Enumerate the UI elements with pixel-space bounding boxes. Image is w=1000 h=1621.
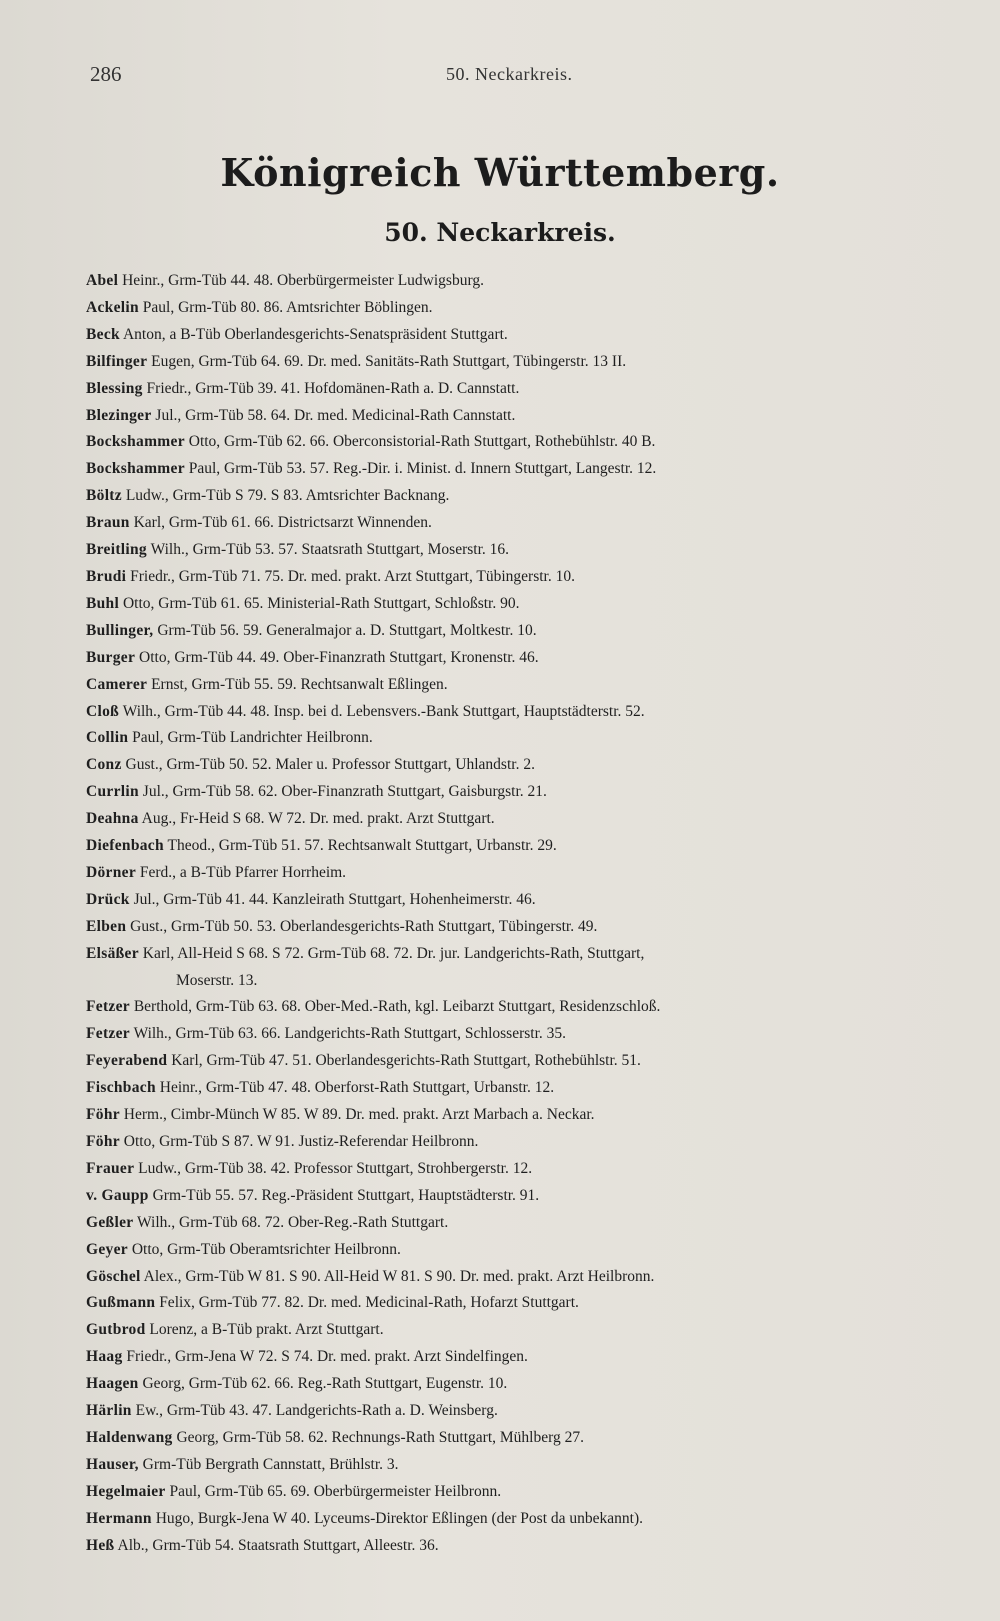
entry-text: Otto, Grm-Tüb 61. 65. Ministerial-Rath Stuttgart, Schloßstr. 90.: [122, 594, 520, 612]
list-item: [86, 833, 946, 860]
entry-name: Gutbrod: [86, 1321, 146, 1339]
entry-text: Eugen, Grm-Tüb 64. 69. Dr. med. Sanitäts-Rath Stuttgart, Tübingerstr. 13 II.: [151, 352, 627, 370]
entry-name: Haagen: [86, 1375, 139, 1393]
list-item-continuation: Moserstr. 13.: [176, 971, 258, 989]
entry-text: Anton, a B-Tüb Oberlandesgerichts-Senatspräsident Stuttgart.: [122, 325, 508, 343]
list-item: [86, 1237, 946, 1264]
list-item: [86, 537, 946, 564]
entry-text: Otto, Grm-Tüb 44. 49. Ober-Finanzrath Stuttgart, Kronenstr. 46.: [139, 648, 539, 666]
entry-name: Heß: [86, 1536, 115, 1554]
entry-name: Blezinger: [86, 406, 152, 424]
entry-name: Burger: [86, 648, 136, 666]
list-item: [86, 806, 946, 833]
entry-text: Herm., Cimbr-Münch W 85. W 89. Dr. med. prakt. Arzt Marbach a. Neckar.: [123, 1106, 595, 1124]
list-item: [86, 994, 946, 1021]
list-item: [86, 1506, 946, 1533]
running-title: 50. Neckarkreis.: [446, 64, 573, 84]
page-number: 286: [90, 62, 122, 86]
list-item: [86, 1452, 946, 1479]
list-item: [86, 645, 946, 672]
entry-text: Jul., Grm-Tüb 41. 44. Kanzleirath Stuttgart, Hohenheimerstr. 46.: [133, 890, 536, 908]
list-item: [86, 752, 946, 779]
list-item: [86, 1264, 946, 1291]
entry-name: Bockshammer: [86, 433, 185, 451]
list-item: [86, 1425, 946, 1452]
entry-name: Hauser,: [86, 1455, 139, 1473]
entry-text: Wilh., Grm-Tüb 53. 57. Staatsrath Stuttgart, Moserstr. 16.: [150, 541, 510, 559]
list-item: [86, 1129, 946, 1156]
entry-text: Karl, Grm-Tüb 61. 66. Districtsarzt Winnenden.: [133, 514, 432, 532]
entry-text: Paul, Grm-Tüb 80. 86. Amtsrichter Böblingen.: [142, 298, 433, 316]
list-item: [86, 403, 946, 430]
entry-text: Otto, Grm-Tüb Oberamtsrichter Heilbronn.: [131, 1240, 401, 1258]
entry-text: Felix, Grm-Tüb 77. 82. Dr. med. Medicinal-Rath, Hofarzt Stuttgart.: [159, 1294, 579, 1312]
entry-name: Geyer: [86, 1240, 128, 1258]
section-title: 50. Neckarkreis.: [384, 218, 616, 247]
list-item: [86, 887, 946, 914]
list-item: [86, 456, 946, 483]
entry-name: Dörner: [86, 863, 137, 881]
entry-text: Grm-Tüb 56. 59. Generalmajor a. D. Stuttgart, Moltkestr. 10.: [157, 621, 537, 639]
entry-name: Bockshammer: [86, 460, 185, 478]
list-item: [86, 483, 946, 510]
entry-name: Blessing: [86, 379, 143, 397]
entry-text: Alb., Grm-Tüb 54. Staatsrath Stuttgart, Alleestr. 36.: [117, 1536, 439, 1554]
entry-name: Fischbach: [86, 1079, 156, 1097]
entry-name: Currlin: [86, 783, 139, 801]
entry-name: Föhr: [86, 1106, 120, 1124]
entry-name: Elsäßer: [86, 944, 139, 962]
entry-text: Heinr., Grm-Tüb 47. 48. Oberforst-Rath Stuttgart, Urbanstr. 12.: [159, 1079, 555, 1097]
entry-name: Ackelin: [86, 298, 139, 316]
entry-name: Frauer: [86, 1159, 135, 1177]
list-item: [86, 322, 946, 349]
entry-text: Paul, Grm-Tüb 53. 57. Reg.-Dir. i. Minist. d. Innern Stuttgart, Langestr. 12.: [188, 460, 657, 478]
entry-name: Feyerabend: [86, 1052, 168, 1070]
page-title: Königreich Württemberg.: [220, 150, 780, 195]
list-item: [86, 429, 946, 456]
entry-name: Elben: [86, 917, 127, 935]
entry-text: Ew., Grm-Tüb 43. 47. Landgerichts-Rath a. D. Weinsberg.: [135, 1402, 498, 1420]
list-item: [86, 349, 946, 376]
list-item: [86, 1021, 946, 1048]
entry-text: Jul., Grm-Tüb 58. 64. Dr. med. Medicinal-Rath Cannstatt.: [155, 406, 516, 424]
entry-name: Beck: [86, 325, 120, 343]
list-item: [86, 591, 946, 618]
entry-text: Theod., Grm-Tüb 51. 57. Rechtsanwalt Stuttgart, Urbanstr. 29.: [167, 837, 557, 855]
list-item: [86, 1398, 946, 1425]
entry-text: Grm-Tüb Bergrath Cannstatt, Brühlstr. 3.: [142, 1455, 399, 1473]
entry-name: Bullinger,: [86, 621, 154, 639]
list-item: [86, 1048, 946, 1075]
list-item: [86, 672, 946, 699]
list-item: [86, 1344, 946, 1371]
entry-text: Ferd., a B-Tüb Pfarrer Horrheim.: [139, 863, 347, 881]
entry-text: Paul, Grm-Tüb Landrichter Heilbronn.: [132, 729, 373, 747]
list-item: [86, 618, 946, 645]
entry-text: Grm-Tüb 55. 57. Reg.-Präsident Stuttgart, Hauptstädterstr. 91.: [152, 1186, 540, 1204]
list-item: [86, 295, 946, 322]
entry-list: [86, 268, 946, 1560]
entry-name: Hegelmaier: [86, 1482, 166, 1500]
entry-name: Bilfinger: [86, 352, 148, 370]
entry-text: Wilh., Grm-Tüb 63. 66. Landgerichts-Rath Stuttgart, Schlosserstr. 35.: [133, 1025, 567, 1043]
entry-name: Göschel: [86, 1267, 141, 1285]
list-item: [86, 1183, 946, 1210]
entry-name: Conz: [86, 756, 122, 774]
list-item: [86, 914, 946, 941]
entry-name: Buhl: [86, 594, 120, 612]
entry-name: Abel: [86, 272, 119, 289]
running-head: [90, 62, 940, 92]
entry-text: Jul., Grm-Tüb 58. 62. Ober-Finanzrath Stuttgart, Gaisburgstr. 21.: [142, 783, 547, 801]
entry-name: Böltz: [86, 487, 122, 505]
list-item: [86, 268, 946, 295]
entry-text: Hugo, Burgk-Jena W 40. Lyceums-Direktor Eßlingen (der Post da unbekannt).: [155, 1509, 643, 1527]
entry-name: Härlin: [86, 1402, 132, 1420]
entry-name: Collin: [86, 729, 129, 747]
entry-text: Karl, All-Heid S 68. S 72. Grm-Tüb 68. 72. Dr. jur. Landgerichts-Rath, Stuttgart,: [142, 944, 645, 962]
entry-text: Friedr., Grm-Tüb 39. 41. Hofdomänen-Rath a. D. Cannstatt.: [146, 379, 520, 397]
list-item: [86, 1102, 946, 1129]
list-item: [86, 1317, 946, 1344]
entry-name: Deahna: [86, 810, 139, 828]
list-item: [86, 779, 946, 806]
list-item: [86, 376, 946, 403]
list-item: [86, 1156, 946, 1183]
entry-text: Berthold, Grm-Tüb 63. 68. Ober-Med.-Rath, kgl. Leibarzt Stuttgart, Residenzschloß.: [133, 998, 661, 1016]
entry-text: Otto, Grm-Tüb S 87. W 91. Justiz-Referendar Heilbronn.: [123, 1133, 479, 1150]
entry-name: Diefenbach: [86, 837, 164, 855]
list-item: [86, 1290, 946, 1317]
entry-text: Georg, Grm-Tüb 62. 66. Reg.-Rath Stuttgart, Eugenstr. 10.: [142, 1375, 508, 1393]
entry-text: Friedr., Grm-Tüb 71. 75. Dr. med. prakt. Arzt Stuttgart, Tübingerstr. 10.: [130, 567, 575, 585]
entry-text: Otto, Grm-Tüb 62. 66. Oberconsistorial-Rath Stuttgart, Rothebühlstr. 40 B.: [188, 433, 656, 451]
list-item: [86, 941, 946, 968]
entry-name: Breitling: [86, 541, 147, 559]
entry-text: Lorenz, a B-Tüb prakt. Arzt Stuttgart.: [149, 1321, 384, 1339]
list-item: [86, 1075, 946, 1102]
entry-name: Geßler: [86, 1213, 134, 1231]
entry-name: Cloß: [86, 702, 120, 720]
entry-text: Paul, Grm-Tüb 65. 69. Oberbürgermeister Heilbronn.: [169, 1482, 502, 1500]
entry-text: Ernst, Grm-Tüb 55. 59. Rechtsanwalt Eßlingen.: [151, 675, 448, 693]
entry-text: Ludw., Grm-Tüb S 79. S 83. Amtsrichter Backnang.: [125, 487, 450, 505]
list-item: [86, 699, 946, 726]
entry-text: Gust., Grm-Tüb 50. 52. Maler u. Professor Stuttgart, Uhlandstr. 2.: [125, 756, 535, 774]
entry-name: Gußmann: [86, 1294, 156, 1312]
entry-text: Karl, Grm-Tüb 47. 51. Oberlandesgerichts-Rath Stuttgart, Rothebühlstr. 51.: [171, 1052, 641, 1070]
list-item: [86, 725, 946, 752]
entry-text: Alex., Grm-Tüb W 81. S 90. All-Heid W 81. S 90. Dr. med. prakt. Arzt Heilbronn.: [143, 1267, 655, 1285]
entry-name: Haag: [86, 1348, 123, 1366]
entry-name: v. Gaupp: [86, 1186, 149, 1204]
entry-name: Hermann: [86, 1509, 152, 1527]
entry-name: Föhr: [86, 1133, 120, 1150]
entry-text: Friedr., Grm-Jena W 72. S 74. Dr. med. prakt. Arzt Sindelfingen.: [126, 1348, 528, 1366]
entry-text: Gust., Grm-Tüb 50. 53. Oberlandesgerichts-Rath Stuttgart, Tübingerstr. 49.: [130, 917, 598, 935]
entry-text: Wilh., Grm-Tüb 68. 72. Ober-Reg.-Rath Stuttgart.: [137, 1213, 449, 1231]
entry-text: Ludw., Grm-Tüb 38. 42. Professor Stuttgart, Strohbergerstr. 12.: [138, 1159, 533, 1177]
list-item: [86, 564, 946, 591]
list-item: [86, 1479, 946, 1506]
entry-name: Brudi: [86, 567, 127, 585]
entry-name: Fetzer: [86, 998, 130, 1016]
list-item: [86, 1533, 946, 1560]
entry-name: Drück: [86, 890, 130, 908]
list-item: [86, 1371, 946, 1398]
entry-text: Aug., Fr-Heid S 68. W 72. Dr. med. prakt. Arzt Stuttgart.: [141, 810, 495, 828]
list-item: [86, 1210, 946, 1237]
entry-text: Heinr., Grm-Tüb 44. 48. Oberbürgermeister Ludwigsburg.: [122, 272, 484, 289]
list-item: [86, 860, 946, 887]
entry-text: Georg, Grm-Tüb 58. 62. Rechnungs-Rath Stuttgart, Mühlberg 27.: [176, 1428, 584, 1446]
entry-name: Braun: [86, 514, 130, 532]
entry-name: Fetzer: [86, 1025, 130, 1043]
entry-text: Wilh., Grm-Tüb 44. 48. Insp. bei d. Lebensvers.-Bank Stuttgart, Hauptstädterstr. 52.: [122, 702, 645, 720]
entry-name: Haldenwang: [86, 1428, 173, 1446]
list-item: [86, 510, 946, 537]
entry-name: Camerer: [86, 675, 148, 693]
